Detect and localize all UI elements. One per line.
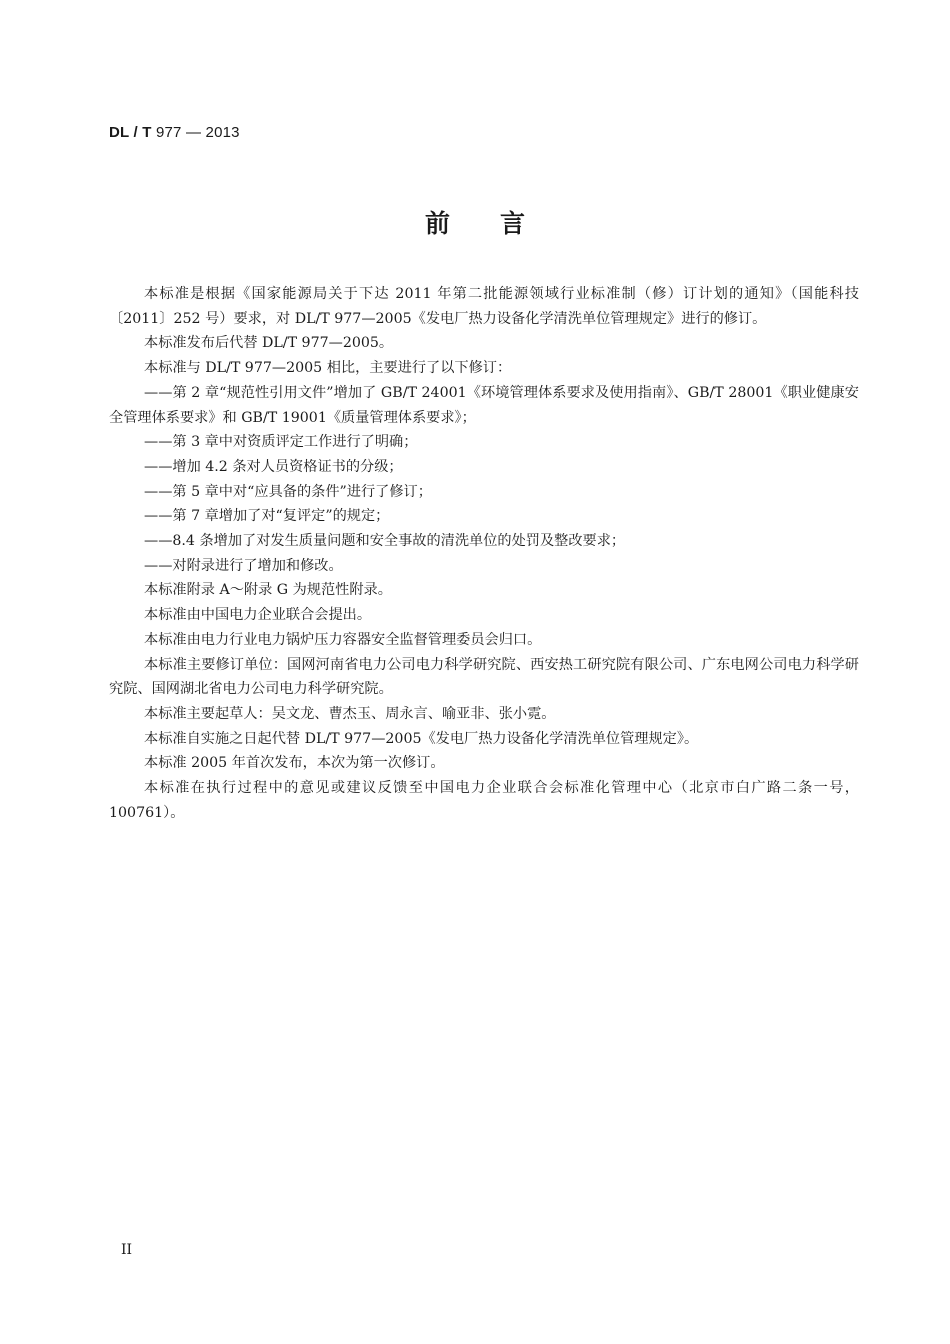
revision-item: ——对附录进行了增加和修改。 [144,557,343,574]
paragraph: 本标准是根据《国家能源局关于下达 2011 年第二批能源领域行业标准制（修）订计划的通知》（国能科技〔2011〕252 号）要求，对 DL/T 977—2005《发电厂热力设备化学清洗单位管理规定》进行的修订。 [109,286,859,327]
paragraph: 本标准与 DL/T 977—2005 相比，主要进行了以下修订： [144,360,512,377]
foreword-body [109,282,859,825]
standard-code-header [109,124,240,141]
paragraph: 本标准由电力行业电力锅炉压力容器安全监督管理委员会归口。 [144,631,542,648]
revision-item: ——第 2 章“规范性引用文件”增加了 GB/T 24001《环境管理体系要求及使用指南》、GB/T 28001《职业健康安全管理体系要求》和 GB/T 19001《质量管理体系要求》； [109,384,859,426]
paragraph: 本标准 2005 年首次发布，本次为第一次修订。 [144,755,445,772]
page-number: II [121,1242,133,1258]
paragraph: 本标准附录 A～附录 G 为规范性附录。 [144,582,392,599]
paragraph: 本标准自实施之日起代替 DL/T 977—2005《发电厂热力设备化学清洗单位管理规定》。 [144,730,699,747]
standard-code-prefix: DL / T [109,124,152,141]
paragraph: 本标准由中国电力企业联合会提出。 [144,607,372,624]
revision-item: ——8.4 条增加了对发生质量问题和安全事故的清洗单位的处罚及整改要求； [144,533,626,550]
revision-item: ——第 7 章增加了对“复评定”的规定； [144,508,390,525]
revision-item: ——增加 4.2 条对人员资格证书的分级； [144,458,403,475]
paragraph: 本标准在执行过程中的意见或建议反馈至中国电力企业联合会标准化管理中心（北京市白广路二条一号，100761）。 [109,780,859,821]
page-title: 前言 [424,209,575,238]
paragraph: 本标准发布后代替 DL/T 977—2005。 [144,335,394,352]
standard-code-number: 977 — 2013 [151,124,240,141]
revision-item: ——第 5 章中对“应具备的条件”进行了修订； [144,483,432,500]
revision-item: ——第 3 章中对资质评定工作进行了明确； [144,434,418,451]
paragraph: 本标准主要修订单位：国网河南省电力公司电力科学研究院、西安热工研究院有限公司、广东电网公司电力科学研究院、国网湖北省电力公司电力科学研究院。 [109,656,859,698]
paragraph: 本标准主要起草人：吴文龙、曹杰玉、周永言、喻亚非、张小霓。 [144,705,556,722]
